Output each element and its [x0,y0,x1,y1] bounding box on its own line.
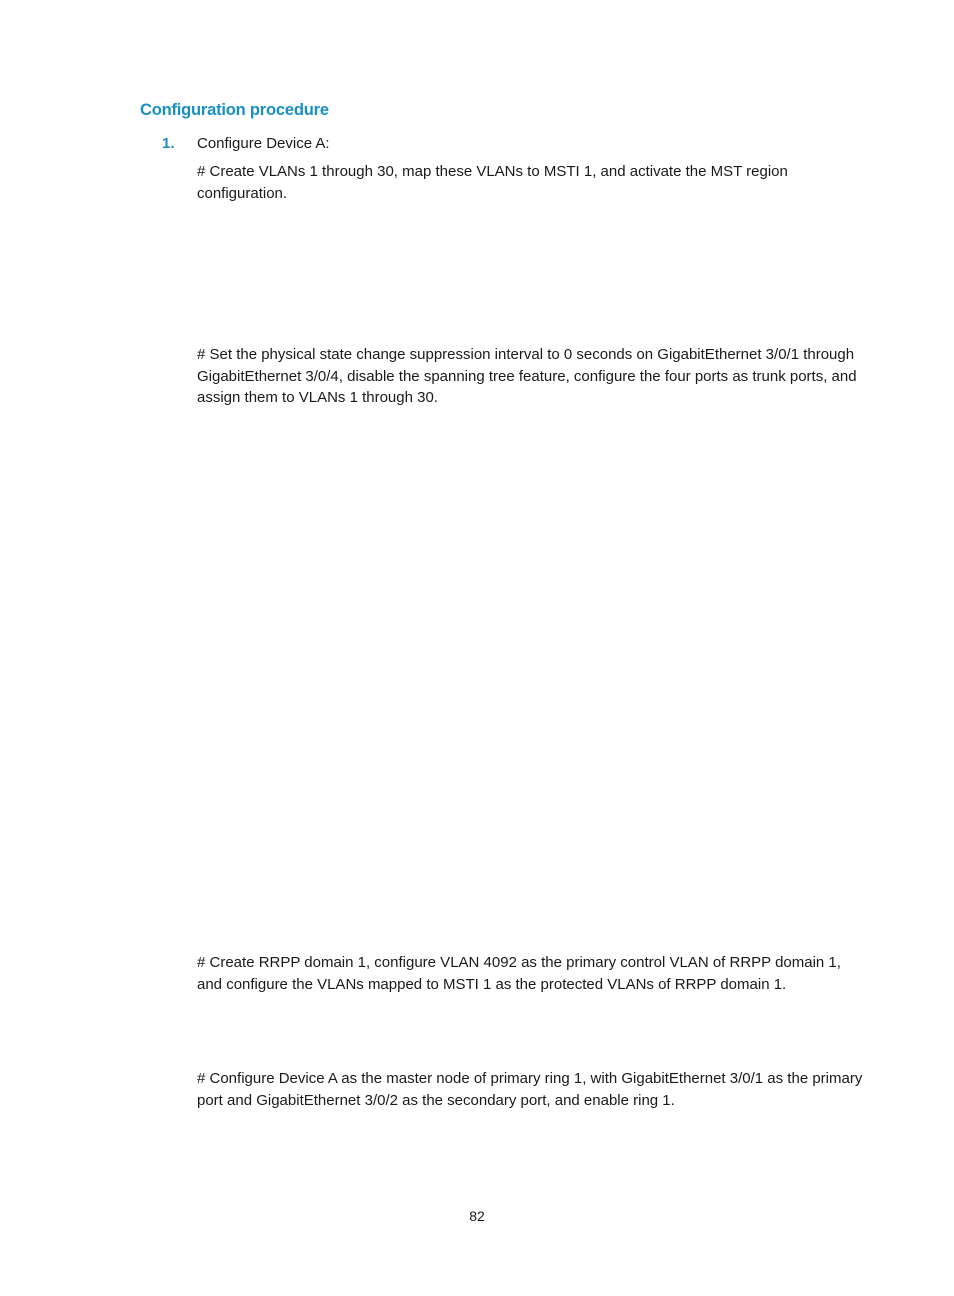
page-number: 82 [469,1208,485,1224]
paragraph-create-rrpp: # Create RRPP domain 1, configure VLAN 4092 as the primary control VLAN of RRPP domain 1, and configure the VLANs mapped to MSTI 1 as the protected VLANs of RRPP domain 1. [197,954,841,993]
paragraph-create-vlans: # Create VLANs 1 through 30, map these VLANs to MSTI 1, and activate the MST region configuration. [197,163,788,202]
step-number: 1. [162,135,175,152]
step-label: Configure Device A: [197,135,330,152]
paragraph-configure-master: # Configure Device A as the master node of primary ring 1, with GigabitEthernet 3/0/1 as the primary port and GigabitEthernet 3/0/2 as the secondary port, and enable ring 1. [197,1070,863,1109]
paragraph-set-suppression: # Set the physical state change suppression interval to 0 seconds on GigabitEthernet 3/0/1 through GigabitEthernet 3/0/4, disable the spanning tree feature, configure the four ports as trunk ports, and assign them to VLANs 1 through 30. [197,346,857,406]
section-heading: Configuration procedure [140,101,329,119]
